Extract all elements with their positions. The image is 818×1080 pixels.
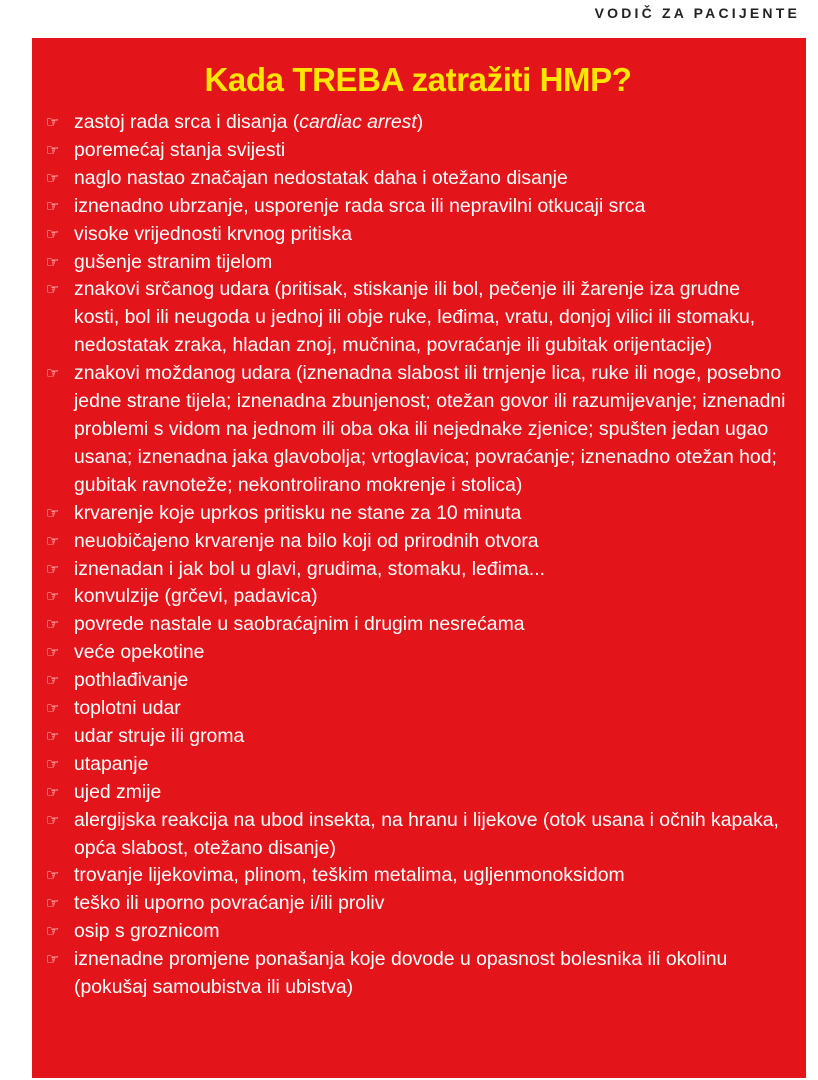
pointing-hand-icon: ☞: [46, 950, 60, 969]
list-item: [46, 583, 790, 611]
list-item: [46, 611, 790, 639]
list-item: [46, 890, 790, 918]
emergency-info-panel: [32, 38, 806, 1078]
list-item: [46, 779, 790, 807]
list-item: [46, 695, 790, 723]
list-item-text: veće opekotine: [74, 641, 205, 664]
list-item-text: konvulzije (grčevi, padavica): [74, 585, 318, 608]
list-item: [46, 165, 790, 193]
pointing-hand-icon: ☞: [46, 699, 60, 718]
pointing-hand-icon: ☞: [46, 894, 60, 913]
list-item: [46, 723, 790, 751]
list-item-text: pothlađivanje: [74, 669, 189, 692]
list-item-text: trovanje lijekovima, plinom, teškim metalima, ugljenmonoksidom: [74, 864, 625, 887]
list-item: [46, 862, 790, 890]
pointing-hand-icon: ☞: [46, 615, 60, 634]
list-item: [46, 639, 790, 667]
pointing-hand-icon: ☞: [46, 754, 60, 773]
pointing-hand-icon: ☞: [46, 224, 60, 243]
list-item-italic-text: cardiac arrest: [299, 111, 417, 133]
list-item: [46, 249, 790, 277]
list-item-text: osip s groznicom: [74, 920, 220, 943]
list-item-text: utapanje: [74, 752, 149, 775]
list-item: [46, 751, 790, 779]
guide-header-label: VODIČ ZA PACIJENTE: [594, 5, 800, 21]
list-item: [46, 221, 790, 249]
list-item: [46, 360, 790, 500]
list-item-text: alergijska reakcija na ubod insekta, na hranu i lijekove (otok usana i očnih kapaka, opća slabost, otežano disanje): [74, 808, 779, 859]
pointing-hand-icon: ☞: [46, 252, 60, 271]
list-item: [46, 946, 790, 1002]
pointing-hand-icon: ☞: [46, 113, 60, 131]
pointing-hand-icon: ☞: [46, 726, 60, 745]
pointing-hand-icon: ☞: [46, 503, 60, 522]
list-item-text: teško ili uporno povraćanje i/ili proliv: [74, 892, 385, 915]
pointing-hand-icon: ☞: [46, 280, 60, 299]
panel-title: Kada TREBA zatražiti HMP?: [204, 61, 632, 98]
pointing-hand-icon: ☞: [46, 140, 60, 159]
pointing-hand-icon: ☞: [46, 810, 60, 829]
pointing-hand-icon: ☞: [46, 559, 60, 578]
list-item-text-suffix: ): [416, 111, 424, 133]
list-item-text: toplotni udar: [74, 697, 181, 720]
list-item: [46, 556, 790, 584]
pointing-hand-icon: ☞: [46, 922, 60, 941]
pointing-hand-icon: ☞: [46, 196, 60, 215]
list-item: [46, 918, 790, 946]
pointing-hand-icon: ☞: [46, 364, 60, 383]
list-item: [46, 276, 790, 360]
list-item: [46, 500, 790, 528]
list-item-text: iznenadne promjene ponašanja koje dovode u opasnost bolesnika ili okolinu (pokušaj samoubistva ili ubistva): [74, 948, 728, 999]
list-item-text: poremećaj stanja svijesti: [74, 138, 286, 161]
list-item-text: krvarenje koje uprkos pritisku ne stane za 10 minuta: [74, 501, 522, 524]
list-item-text: zastoj rada srca i disanja (: [74, 111, 300, 133]
list-item: [46, 137, 790, 165]
list-item: [46, 807, 790, 863]
list-item-text: udar struje ili groma: [74, 724, 245, 747]
list-item: [46, 109, 790, 137]
list-item-text: iznenadno ubrzanje, usporenje rada srca ili nepravilni otkucaji srca: [74, 194, 646, 217]
pointing-hand-icon: ☞: [46, 643, 60, 662]
list-item-text: znakovi srčanog udara (pritisak, stiskanje ili bol, pečenje ili žarenje iza grudne kosti, bol ili neugoda u jednoj ili obje ruke, leđima, vratu, donjoj vilici ili stomaku, nedostatak zraka, hladan znoj, mučnina, povraćanje ili gubitak orijentacije): [74, 278, 756, 357]
pointing-hand-icon: ☞: [46, 531, 60, 550]
list-item-text: ujed zmije: [74, 780, 162, 803]
criteria-list: [46, 109, 790, 1002]
pointing-hand-icon: ☞: [46, 587, 60, 606]
list-item: [46, 193, 790, 221]
list-item: [46, 667, 790, 695]
pointing-hand-icon: ☞: [46, 866, 60, 885]
list-item-text: iznenadan i jak bol u glavi, grudima, stomaku, leđima...: [74, 557, 546, 580]
pointing-hand-icon: ☞: [46, 168, 60, 187]
list-item-text: naglo nastao značajan nedostatak daha i otežano disanje: [74, 166, 568, 189]
list-item-text: visoke vrijednosti krvnog pritiska: [74, 222, 353, 245]
list-item-text: neuobičajeno krvarenje na bilo koji od prirodnih otvora: [74, 529, 539, 552]
pointing-hand-icon: ☞: [46, 782, 60, 801]
list-item-text: povrede nastale u saobraćajnim i drugim nesrećama: [74, 613, 525, 636]
pointing-hand-icon: ☞: [46, 671, 60, 690]
list-item-text: znakovi moždanog udara (iznenadna slabost ili trnjenje lica, ruke ili noge, posebno jedne strane tijela; iznenadna zbunjenost; otežan govor ili razumijevanje; iznenadni problemi s vidom na jednom ili oba oka ili nejednake zjenice; spušten jedan ugao usana; iznenadna jaka glavobolja; vrtoglavica; povraćanje; iznenadno otežan hod; gubitak ravnoteže; nekontrolirano mokrenje i stolica): [74, 362, 786, 496]
list-item: [46, 528, 790, 556]
list-item-text: gušenje stranim tijelom: [74, 250, 273, 273]
